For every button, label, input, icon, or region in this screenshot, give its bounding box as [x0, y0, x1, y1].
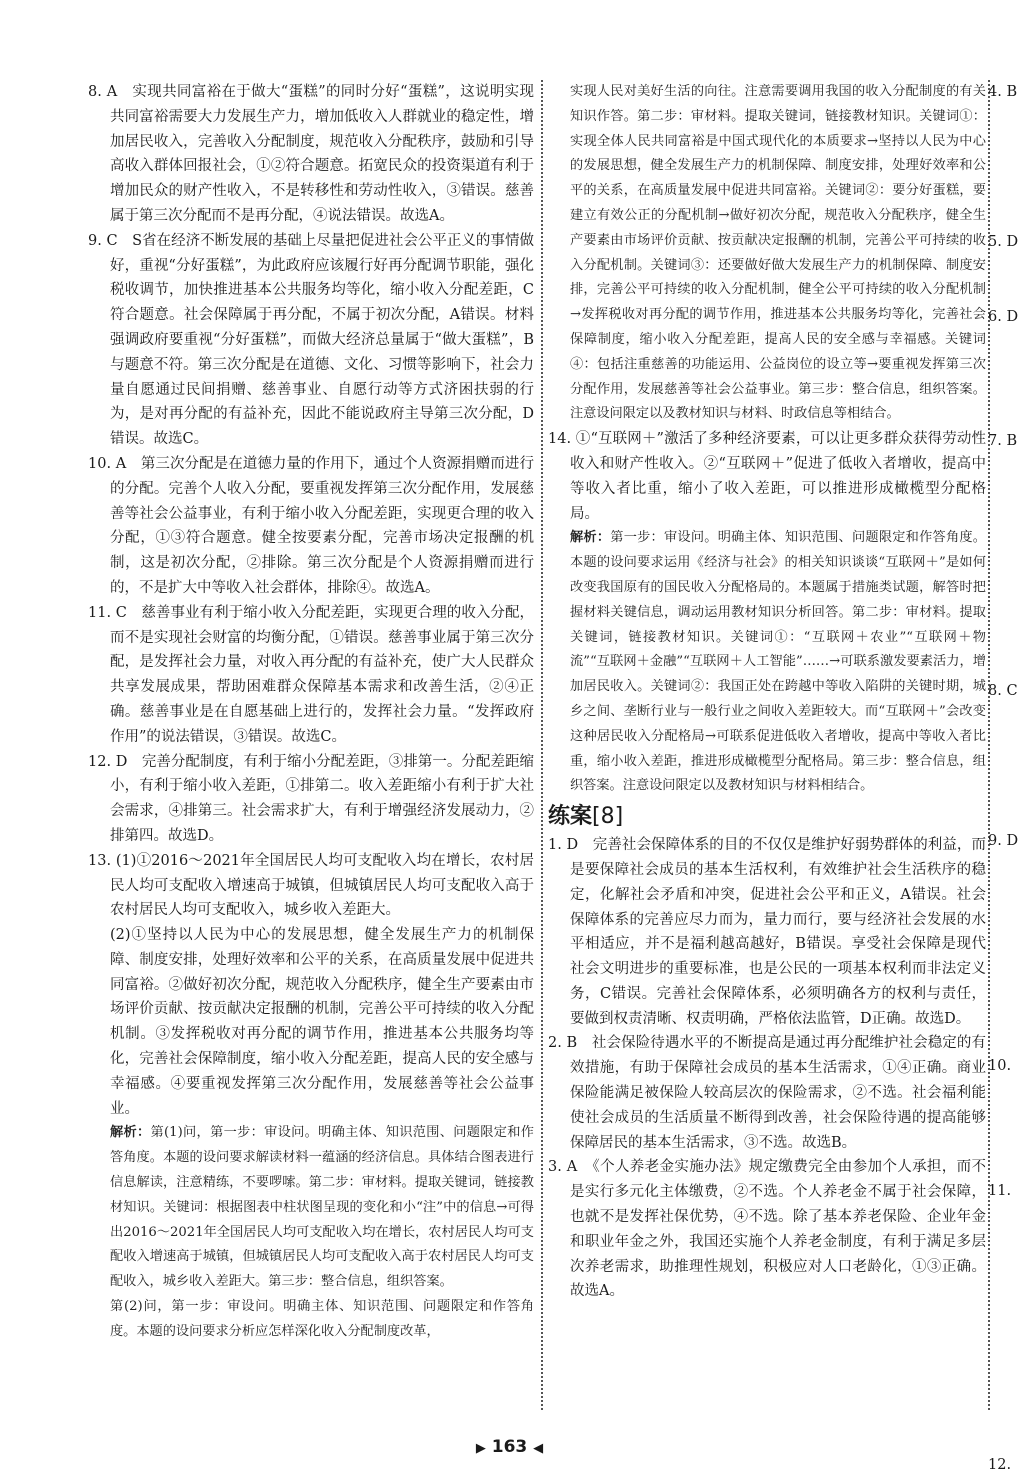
- right-column-cropped: [988, 80, 1019, 1478]
- answer-12: 12. D 完善分配制度，有利于缩小分配差距，③排第一。分配差距缩小，有利于缩小收入差距，①排第二。收入差距缩小有利于扩大社会需求，④排第三。社会需求扩大，有利于增强经济发展动力，②排第四。故选D。: [88, 753, 534, 844]
- arrow-right-icon: ▶: [475, 1441, 486, 1456]
- section-8-answer-1: 1. D 完善社会保障体系的目的不仅仅是维护好弱势群体的利益，而是要保障社会成员的基本生活权利，有效维护社会生活秩序的稳定，化解社会矛盾和冲突，促进社会公平和正义，A错误。社会保障体系的完善应尽力而为，量力而行，要与经济社会发展的水平相适应，并不是福利越高越好，B错误。享受社会保障是现代社会文明进步的重要标准，也是公民的一项基本权利而非法定义务，C错误。完善社会保障体系，必须明确各方的权利与责任，要做到权责清晰、权责明确，严格依法监管，D正确。故选D。: [548, 837, 986, 1027]
- right-fragment: 12.: [988, 1457, 1012, 1474]
- analysis-label: 解析：: [110, 1125, 151, 1141]
- right-fragment: 7. B: [988, 433, 1018, 450]
- right-fragment: 9. D: [988, 832, 1019, 849]
- right-fragment: 8. C: [988, 683, 1018, 700]
- section-number: 8: [600, 804, 615, 830]
- answer-11: 11. C 慈善事业有利于缩小收入分配差距，实现更合理的收入分配，而不是实现社会财富的均衡分配，①错误。慈善事业属于第三次分配，是发挥社会力量，对收入再分配的有益补充，使广大人民群众共享发展成果，帮助困难群众保障基本需求和改善生活，②④正确。慈善事业是在自愿基础上进行的，发挥社会力量。“发挥政府作用”的说法错误，③错误。故选C。: [88, 604, 534, 745]
- analysis-13-part-1: [88, 1121, 534, 1295]
- answer-13-part-1: 13. (1)①2016～2021年全国居民人均可支配收入均在增长，农村居民人均可支配收入增速高于城镇，但城镇居民人均可支配收入高于农村居民人均可支配收入，城乡收入差距大。: [88, 852, 534, 919]
- right-fragment: 10.: [988, 1057, 1012, 1074]
- section-label: 练案: [548, 804, 593, 830]
- answer-13-part-2: (2)①坚持以人民为中心的发展思想，健全发展生产力的机制保障、制度安排，处理好效率和公平的关系，在高质量发展中促进共同富裕。②做好初次分配，规范收入分配秩序，健全生产要素由市场评价贡献、按贡献决定报酬的机制，完善公平可持续的收入分配机制。③发挥税收对再分配的调节作用，推进基本公共服务均等化，完善社会保障制度，缩小收入分配差距，提高人民的安全感与幸福感。④要重视发挥第三次分配作用，发展慈善等社会公益事业。: [110, 927, 534, 1117]
- section-8-answer-2: 2. B 社会保险待遇水平的不断提高是通过再分配维护社会稳定的有效措施，有助于保障社会成员的基本生活需求，①④正确。商业保险能满足被保险人较高层次的保险需求，②不选。社会福利能使社会成员的生活质量不断得到改善，社会保险待遇的提高能够保障居民的基本生活需求，③不选。故选B。: [548, 1035, 986, 1151]
- analysis-text: 第(1)问，第一步：审设问。明确主体、知识范围、问题限定和作答角度。本题的设问要求解读材料一蕴涵的经济信息。具体结合图表进行信息解读，注意精练，不要啰嗦。第二步：审材料。提取关键词，链接教材知识。关键词：根据图表中柱状图呈现的变化和小“注”中的信息→可得出2016～2021年全国居民人均可支配收入均在增长，农村居民人均可支配收入增速高于城镇，但城镇居民人均可支配收入高于农村居民人均可支配收入，城乡收入差距大。第三步：整合信息，组织答案。: [110, 1125, 534, 1290]
- analysis-13-part-2: 第(2)问，第一步：审设问。明确主体、知识范围、问题限定和作答角度。本题的设问要求分析应怎样深化收入分配制度改革，: [110, 1299, 534, 1339]
- answer-14: 14. ①“互联网＋”激活了多种经济要素，可以让更多群众获得劳动性收入和财产性收入。②“互联网＋”促进了低收入者增收，提高中等收入者比重，缩小了收入差距，可以推进形成橄榄型分配格局。: [548, 431, 986, 522]
- analysis-text: 第一步：审设问。明确主体、知识范围、问题限定和作答角度。本题的设问要求运用《经济与社会》的相关知识谈谈“互联网＋”是如何改变我国原有的国民收入分配格局的。本题属于措施类试题，解答时把握材料关键信息，调动运用教材知识分析回答。第二步：审材料。提取关键词，链接教材知识。关键词①：“互联网＋农业”“互联网＋物流”“互联网＋金融”“互联网＋人工智能”……→可联系激发要素活力，增加居民收入。关键词②：我国正处在跨越中等收入陷阱的关键时期，城乡之间、垄断行业与一般行业之间收入差距较大。而“互联网＋”会改变这种居民收入分配格局→可联系促进低收入者增收，提高中等收入者比重，缩小收入差距，推进形成橄榄型分配格局。第三步：整合信息，组织答案。注意设问限定以及教材知识与材料相结合。: [570, 530, 986, 794]
- section-bracket-open: [: [592, 804, 601, 830]
- answer-8: 8. A 实现共同富裕在于做大“蛋糕”的同时分好“蛋糕”，这说明实现共同富裕需要大力发展生产力，增加低收入人群就业的稳定性，增加居民收入，完善收入分配制度，规范收入分配秩序，鼓励和引导高收入群体回报社会，①②符合题意。拓宽民众的投资渠道有利于增加民众的财产性收入，不是转移性和劳动性收入，③错误。慈善属于第三次分配而不是再分配，④说法错误。故选A。: [88, 84, 534, 224]
- page-number: [0, 1437, 1019, 1457]
- section-8-answer-3: 3. A 《个人养老金实施办法》规定缴费完全由参加个人承担，而不是实行多元化主体缴费，②不选。个人养老金不属于社会保障，也就不是发挥社保优势，④不选。除了基本养老保险、企业年金和职业年金之外，我国还实施个人养老金制度，有利于满足多层次养老需求，助推理性规划，积极应对人口老龄化，①③正确。故选A。: [548, 1159, 986, 1300]
- analysis-14: [548, 526, 986, 799]
- page-number-value: 163: [491, 1437, 528, 1457]
- section-heading: [548, 801, 986, 833]
- left-column: [88, 80, 534, 1345]
- arrow-left-icon: ◀: [533, 1441, 544, 1456]
- right-fragment: 6. D: [988, 308, 1019, 325]
- right-fragment: 11.: [988, 1182, 1012, 1199]
- section-bracket-close: ]: [614, 804, 624, 830]
- analysis-label: 解析：: [570, 530, 611, 546]
- right-fragment: 4. B: [988, 84, 1018, 100]
- right-fragment: 5. D: [988, 233, 1019, 250]
- middle-column: [548, 80, 986, 1304]
- answer-10: 10. A 第三次分配是在道德力量的作用下，通过个人资源捐赠而进行的分配。完善个人收入分配，要重视发挥第三次分配作用，发展慈善等社会公益事业，有利于缩小收入分配差距，实现更合理的收入分配，①③符合题意。健全按要素分配，完善市场决定报酬的机制，这是初次分配，②排除。第三次分配是个人资源捐赠而进行的，不是扩大中等收入社会群体，排除④。故选A。: [88, 455, 534, 596]
- answer-9: 9. C S省在经济不断发展的基础上尽量把促进社会公平正义的事情做好，重视“分好蛋糕”，为此政府应该履行好再分配调节职能，强化税收调节，加快推进基本公共服务均等化，缩小收入分配差距，C符合题意。社会保障属于再分配，不属于初次分配，A错误。材料强调政府要重视“分好蛋糕”，而做大经济总量属于“做大蛋糕”，B与题意不符。第三次分配是在道德、文化、习惯等影响下，社会力量自愿通过民间捐赠、慈善事业、自愿行动等方式济困扶弱的行为，是对再分配的有益补充，因此不能说政府主导第三次分配，D错误。故选C。: [88, 232, 534, 448]
- column-divider: [541, 80, 543, 1410]
- analysis-13-continued: 实现人民对美好生活的向往。注意需要调用我国的收入分配制度的有关知识作答。第二步：审材料。提取关键词，链接教材知识。关键词①：实现全体人民共同富裕是中国式现代化的本质要求→坚持以人民为中心的发展思想，健全发展生产力的机制保障、制度安排，处理好效率和公平的关系，在高质量发展中促进共同富裕。关键词②：要分好蛋糕，要建立有效公正的分配机制→做好初次分配，规范收入分配秩序，健全生产要素由市场评价贡献、按贡献决定报酬的机制，完善公平可持续的收入分配机制。关键词③：还要做好做大发展生产力的机制保障、制度安排，完善公平可持续的收入分配机制，健全公平可持续的收入分配机制→发挥税收对再分配的调节作用，推进基本公共服务均等化，完善社会保障制度，缩小收入分配差距，提高人民的安全感与幸福感。关键词④：包括注重慈善的功能运用、公益岗位的设立等→要重视发挥第三次分配作用，发展慈善等社会公益事业。第三步：整合信息，组织答案。注意设问限定以及教材知识与材料、时政信息等相结合。: [570, 84, 986, 422]
